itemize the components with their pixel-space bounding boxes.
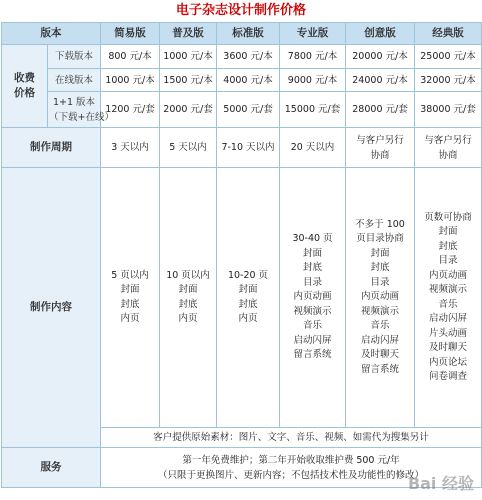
cycle-classic-line1: 与客户另行: [424, 134, 472, 146]
content-item: 及时聊天: [360, 349, 399, 361]
fee-cell: 4000 元/本: [217, 69, 280, 92]
content-item: 内页动画: [428, 269, 467, 281]
content-item: 留言系统: [360, 363, 399, 375]
content-item: 视频演示: [428, 284, 467, 295]
content-item: 片头动画: [428, 327, 467, 339]
content-cell-standard: [217, 168, 280, 428]
content-item: 10-20 页: [227, 269, 269, 281]
content-item: 封面: [178, 284, 198, 295]
content-item: 及时聊天: [428, 342, 467, 353]
header-plan-standard: 标准版: [217, 23, 280, 45]
content-item: 音乐: [302, 320, 322, 332]
fee-cell: 38000 元/套: [415, 92, 482, 128]
fee-cell: 28000 元/套: [346, 92, 415, 128]
content-item: 10 页以内: [166, 269, 210, 281]
cycle-creative-line1: 与客户另行: [356, 134, 404, 146]
content-item: 封底: [120, 298, 140, 310]
fee-cell: 1000 元/本: [101, 69, 160, 92]
cycle-cell: 5 天以内: [160, 128, 217, 168]
fee-label-line1: 收费: [14, 72, 35, 84]
cycle-classic-line2: 协商: [438, 149, 458, 161]
content-item: 音乐: [370, 320, 390, 332]
cycle-cell-creative: [346, 128, 415, 168]
content-cell-creative: [346, 168, 415, 428]
fee-row-label: [48, 92, 114, 128]
fee-cell: 1200 元/套: [101, 92, 160, 128]
content-item: 内页动画: [293, 291, 332, 303]
content-item: 页数可协商: [424, 211, 472, 223]
content-item: 封底: [238, 298, 258, 310]
fee-label-line2: 价格: [14, 87, 35, 99]
content-item: 5 页以内: [111, 269, 149, 281]
content-item: 视频演示: [293, 305, 332, 317]
content-item: 目录: [370, 276, 390, 288]
header-plan-basic: 普及版: [160, 23, 217, 45]
content-cell-classic: [415, 168, 482, 428]
content-item: 封底: [178, 298, 198, 310]
fee-row-bundle: [2, 92, 482, 128]
header-plan-classic: 经典版: [415, 23, 482, 45]
cycle-cell: 3 天以内: [101, 128, 160, 168]
content-item: 目录: [438, 255, 458, 266]
fee-cell: 2000 元/套: [160, 92, 217, 128]
fee-cell: 24000 元/本: [346, 69, 415, 92]
cycle-cell: 20 天以内: [280, 128, 346, 168]
fee-cell: 7800 元/本: [280, 45, 346, 69]
cycle-cell-classic: [415, 128, 482, 168]
content-item: 启动闪屏: [293, 334, 332, 346]
content-item: 30-40 页: [292, 233, 333, 245]
content-item: 音乐: [438, 298, 458, 310]
content-item: 封底: [370, 262, 390, 274]
cycle-cell: 7-10 天以内: [217, 128, 280, 168]
content-item: 内页动画: [360, 291, 399, 303]
fee-row-online: [2, 69, 482, 92]
content-item: 不多于 100: [355, 218, 405, 230]
fee-cell: 25000 元/本: [415, 45, 482, 69]
fee-cell: 1000 元/本: [160, 45, 217, 69]
fee-row-label: 在线版本: [48, 69, 101, 92]
fee-cell: 800 元/本: [101, 45, 160, 69]
content-item: 封面: [438, 226, 458, 237]
fee-cell: 3600 元/本: [217, 45, 280, 69]
content-item: 启动闪屏: [360, 334, 399, 346]
content-footer: 客户提供原始素材：图片、文字、音乐、视频、如需代为搜集另计: [101, 428, 482, 448]
header-version: 版本: [2, 23, 101, 45]
watermark-logo: Bai 经验: [407, 474, 474, 493]
fee-row-label: 下载版本: [48, 45, 101, 69]
content-item: 启动闪屏: [428, 313, 467, 324]
fee-cell: 15000 元/套: [280, 92, 346, 128]
fee-cell: 32000 元/本: [415, 69, 482, 92]
cycle-row: [2, 128, 482, 168]
header-plan-creative: 创意版: [346, 23, 415, 45]
header-plan-pro: 专业版: [280, 23, 346, 45]
page-title: 电子杂志设计制作价格: [175, 3, 306, 18]
content-cell-pro: [280, 168, 346, 428]
fee-cell: 5000 元/套: [217, 92, 280, 128]
content-item: 内页: [178, 313, 198, 324]
price-table: [1, 22, 482, 488]
header-row: [2, 23, 482, 45]
content-item: 页目录协商: [356, 233, 404, 245]
fee-section-label: [2, 45, 48, 128]
header-plan-simple: 简易版: [101, 23, 160, 45]
fee-cell: 9000 元/本: [280, 69, 346, 92]
cycle-creative-line2: 协商: [370, 149, 390, 161]
fee-cell: 1500 元/本: [160, 69, 217, 92]
bundle-label-line1: 1+1 版本: [52, 96, 96, 108]
content-cell-basic: [160, 168, 217, 428]
content-item: 问卷调查: [428, 371, 467, 382]
content-item: 内页: [120, 313, 140, 324]
content-item: 封底: [438, 240, 458, 252]
content-item: 留言系统: [293, 349, 332, 361]
content-row: [2, 168, 482, 428]
service-line1: 第一年免费维护；第二年开始收取维护费 500 元/年: [182, 454, 400, 466]
content-item: 封面: [302, 247, 322, 259]
service-line2: （只限于更换图片、更新内容；不包括技术性及功能性的修改）: [157, 469, 424, 481]
service-label: 服务: [2, 448, 101, 488]
content-cell-simple: [101, 168, 160, 428]
content-item: 目录: [302, 276, 322, 288]
content-item: 视频演示: [360, 305, 399, 317]
content-label: 制作内容: [2, 168, 101, 448]
cycle-label: 制作周期: [2, 128, 101, 168]
bundle-label-line2: （下载+在线）: [49, 111, 114, 123]
fee-cell: 20000 元/本: [346, 45, 415, 69]
content-item: 封面: [238, 284, 258, 295]
content-item: 封面: [370, 247, 390, 259]
content-item: 内页: [238, 313, 258, 324]
content-item: 内页论坛: [428, 356, 467, 368]
content-item: 封底: [302, 262, 322, 274]
content-item: 封面: [120, 284, 140, 295]
fee-row-download: [2, 45, 482, 69]
